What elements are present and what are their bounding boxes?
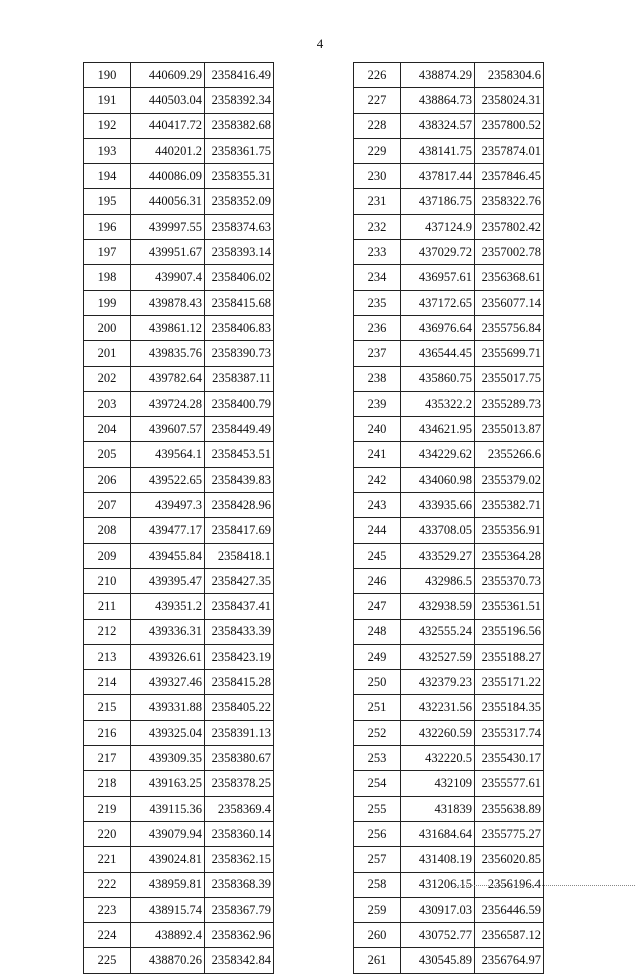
y-coordinate-cell: 2358369.4: [205, 796, 274, 821]
x-coordinate-cell: 438141.75: [401, 138, 475, 163]
point-number-cell: 257: [354, 847, 401, 872]
point-number-cell: 227: [354, 88, 401, 113]
point-number-cell: 226: [354, 63, 401, 88]
table-row: [84, 619, 274, 644]
table-row: [84, 771, 274, 796]
point-number-cell: 260: [354, 923, 401, 948]
table-row: [84, 391, 274, 416]
x-coordinate-cell: 432260.59: [401, 720, 475, 745]
y-coordinate-cell: 2355699.71: [475, 341, 544, 366]
x-coordinate-cell: 440417.72: [131, 113, 205, 138]
y-coordinate-cell: 2357874.01: [475, 138, 544, 163]
point-number-cell: 205: [84, 442, 131, 467]
x-coordinate-cell: 432379.23: [401, 670, 475, 695]
point-number-cell: 193: [84, 138, 131, 163]
table-row: [84, 467, 274, 492]
point-number-cell: 218: [84, 771, 131, 796]
y-coordinate-cell: 2355171.22: [475, 670, 544, 695]
x-coordinate-cell: 439336.31: [131, 619, 205, 644]
table-row: [84, 442, 274, 467]
y-coordinate-cell: 2358439.83: [205, 467, 274, 492]
y-coordinate-cell: 2355370.73: [475, 568, 544, 593]
table-row: [84, 113, 274, 138]
x-coordinate-cell: 439309.35: [131, 746, 205, 771]
x-coordinate-cell: 436957.61: [401, 265, 475, 290]
point-number-cell: 202: [84, 366, 131, 391]
table-row: [84, 847, 274, 872]
point-number-cell: 196: [84, 214, 131, 239]
table-row: [354, 821, 544, 846]
point-number-cell: 194: [84, 164, 131, 189]
x-coordinate-cell: 439878.43: [131, 290, 205, 315]
y-coordinate-cell: 2358361.75: [205, 138, 274, 163]
point-number-cell: 190: [84, 63, 131, 88]
point-number-cell: 191: [84, 88, 131, 113]
y-coordinate-cell: 2357800.52: [475, 113, 544, 138]
x-coordinate-cell: 431839: [401, 796, 475, 821]
point-number-cell: 236: [354, 315, 401, 340]
y-coordinate-cell: 2356368.61: [475, 265, 544, 290]
x-coordinate-cell: 437172.65: [401, 290, 475, 315]
table-row: [84, 872, 274, 897]
table-row: [84, 543, 274, 568]
x-coordinate-cell: 433529.27: [401, 543, 475, 568]
table-row: [354, 214, 544, 239]
y-coordinate-cell: 2356077.14: [475, 290, 544, 315]
x-coordinate-cell: 438959.81: [131, 872, 205, 897]
x-coordinate-cell: 439115.36: [131, 796, 205, 821]
point-number-cell: 224: [84, 923, 131, 948]
x-coordinate-cell: 439455.84: [131, 543, 205, 568]
point-number-cell: 251: [354, 695, 401, 720]
point-number-cell: 225: [84, 948, 131, 973]
coordinate-table-left: [83, 62, 274, 974]
x-coordinate-cell: 439607.57: [131, 417, 205, 442]
y-coordinate-cell: 2358374.63: [205, 214, 274, 239]
x-coordinate-cell: 440503.04: [131, 88, 205, 113]
y-coordinate-cell: 2358362.96: [205, 923, 274, 948]
y-coordinate-cell: 2357846.45: [475, 164, 544, 189]
y-coordinate-cell: 2358367.79: [205, 897, 274, 922]
x-coordinate-cell: 433708.05: [401, 518, 475, 543]
y-coordinate-cell: 2358449.49: [205, 417, 274, 442]
point-number-cell: 252: [354, 720, 401, 745]
point-number-cell: 221: [84, 847, 131, 872]
x-coordinate-cell: 439477.17: [131, 518, 205, 543]
y-coordinate-cell: 2355356.91: [475, 518, 544, 543]
x-coordinate-cell: 438874.29: [401, 63, 475, 88]
point-number-cell: 209: [84, 543, 131, 568]
table-row: [354, 923, 544, 948]
table-row: [354, 771, 544, 796]
x-coordinate-cell: 437186.75: [401, 189, 475, 214]
y-coordinate-cell: 2355775.27: [475, 821, 544, 846]
table-row: [354, 315, 544, 340]
y-coordinate-cell: 2358418.1: [205, 543, 274, 568]
y-coordinate-cell: 2358437.41: [205, 594, 274, 619]
x-coordinate-cell: 439724.28: [131, 391, 205, 416]
table-row: [354, 670, 544, 695]
x-coordinate-cell: 438870.26: [131, 948, 205, 973]
y-coordinate-cell: 2358406.02: [205, 265, 274, 290]
y-coordinate-cell: 2355317.74: [475, 720, 544, 745]
table-row: [84, 695, 274, 720]
table-row: [354, 695, 544, 720]
point-number-cell: 192: [84, 113, 131, 138]
table-row: [84, 948, 274, 973]
x-coordinate-cell: 432986.5: [401, 568, 475, 593]
table-row: [354, 948, 544, 973]
x-coordinate-cell: 437029.72: [401, 240, 475, 265]
y-coordinate-cell: 2358378.25: [205, 771, 274, 796]
y-coordinate-cell: 2358391.13: [205, 720, 274, 745]
table-row: [84, 240, 274, 265]
y-coordinate-cell: 2355430.17: [475, 746, 544, 771]
point-number-cell: 243: [354, 493, 401, 518]
point-number-cell: 246: [354, 568, 401, 593]
table-row: [84, 265, 274, 290]
x-coordinate-cell: 435322.2: [401, 391, 475, 416]
x-coordinate-cell: 439522.65: [131, 467, 205, 492]
y-coordinate-cell: 2357002.78: [475, 240, 544, 265]
y-coordinate-cell: 2358406.83: [205, 315, 274, 340]
table-row: [84, 493, 274, 518]
point-number-cell: 210: [84, 568, 131, 593]
table-row: [84, 923, 274, 948]
table-row: [84, 88, 274, 113]
x-coordinate-cell: 439325.04: [131, 720, 205, 745]
y-coordinate-cell: 2358380.67: [205, 746, 274, 771]
x-coordinate-cell: 432527.59: [401, 644, 475, 669]
point-number-cell: 234: [354, 265, 401, 290]
x-coordinate-cell: 439782.64: [131, 366, 205, 391]
y-coordinate-cell: 2355756.84: [475, 315, 544, 340]
y-coordinate-cell: 2356587.12: [475, 923, 544, 948]
y-coordinate-cell: 2358415.28: [205, 670, 274, 695]
x-coordinate-cell: 439497.3: [131, 493, 205, 518]
x-coordinate-cell: 438892.4: [131, 923, 205, 948]
x-coordinate-cell: 436544.45: [401, 341, 475, 366]
x-coordinate-cell: 439395.47: [131, 568, 205, 593]
x-coordinate-cell: 439163.25: [131, 771, 205, 796]
table-row: [354, 442, 544, 467]
point-number-cell: 230: [354, 164, 401, 189]
x-coordinate-cell: 439861.12: [131, 315, 205, 340]
point-number-cell: 216: [84, 720, 131, 745]
x-coordinate-cell: 440609.29: [131, 63, 205, 88]
point-number-cell: 219: [84, 796, 131, 821]
table-row: [354, 518, 544, 543]
table-row: [84, 518, 274, 543]
x-coordinate-cell: 439024.81: [131, 847, 205, 872]
y-coordinate-cell: 2358368.39: [205, 872, 274, 897]
x-coordinate-cell: 433935.66: [401, 493, 475, 518]
y-coordinate-cell: 2355017.75: [475, 366, 544, 391]
x-coordinate-cell: 440201.2: [131, 138, 205, 163]
x-coordinate-cell: 434229.62: [401, 442, 475, 467]
y-coordinate-cell: 2356446.59: [475, 897, 544, 922]
table-row: [354, 391, 544, 416]
y-coordinate-cell: 2358322.76: [475, 189, 544, 214]
point-number-cell: 229: [354, 138, 401, 163]
table-row: [354, 644, 544, 669]
y-coordinate-cell: 2358392.34: [205, 88, 274, 113]
y-coordinate-cell: 2355196.56: [475, 619, 544, 644]
point-number-cell: 247: [354, 594, 401, 619]
footer-divider: [455, 885, 635, 886]
point-number-cell: 197: [84, 240, 131, 265]
point-number-cell: 222: [84, 872, 131, 897]
y-coordinate-cell: 2355361.51: [475, 594, 544, 619]
point-number-cell: 198: [84, 265, 131, 290]
point-number-cell: 232: [354, 214, 401, 239]
point-number-cell: 231: [354, 189, 401, 214]
table-row: [84, 821, 274, 846]
x-coordinate-cell: 437124.9: [401, 214, 475, 239]
x-coordinate-cell: 432220.5: [401, 746, 475, 771]
y-coordinate-cell: 2358433.39: [205, 619, 274, 644]
point-number-cell: 259: [354, 897, 401, 922]
table-row: [84, 670, 274, 695]
y-coordinate-cell: 2358405.22: [205, 695, 274, 720]
point-number-cell: 195: [84, 189, 131, 214]
y-coordinate-cell: 2358390.73: [205, 341, 274, 366]
point-number-cell: 199: [84, 290, 131, 315]
point-number-cell: 208: [84, 518, 131, 543]
point-number-cell: 214: [84, 670, 131, 695]
point-number-cell: 254: [354, 771, 401, 796]
x-coordinate-cell: 439079.94: [131, 821, 205, 846]
x-coordinate-cell: 432109: [401, 771, 475, 796]
point-number-cell: 228: [354, 113, 401, 138]
table-row: [84, 189, 274, 214]
x-coordinate-cell: 439351.2: [131, 594, 205, 619]
table-row: [354, 265, 544, 290]
point-number-cell: 206: [84, 467, 131, 492]
table-row: [84, 315, 274, 340]
y-coordinate-cell: 2355184.35: [475, 695, 544, 720]
y-coordinate-cell: 2355638.89: [475, 796, 544, 821]
table-row: [84, 746, 274, 771]
y-coordinate-cell: 2356020.85: [475, 847, 544, 872]
point-number-cell: 217: [84, 746, 131, 771]
table-row: [354, 594, 544, 619]
table-row: [84, 644, 274, 669]
point-number-cell: 233: [354, 240, 401, 265]
x-coordinate-cell: 431408.19: [401, 847, 475, 872]
table-row: [354, 720, 544, 745]
y-coordinate-cell: 2356764.97: [475, 948, 544, 973]
point-number-cell: 258: [354, 872, 401, 897]
table-row: [84, 897, 274, 922]
table-row: [354, 847, 544, 872]
y-coordinate-cell: 2358352.09: [205, 189, 274, 214]
table-row: [84, 214, 274, 239]
point-number-cell: 215: [84, 695, 131, 720]
x-coordinate-cell: 430917.03: [401, 897, 475, 922]
point-number-cell: 220: [84, 821, 131, 846]
point-number-cell: 250: [354, 670, 401, 695]
table-row: [354, 290, 544, 315]
point-number-cell: 244: [354, 518, 401, 543]
x-coordinate-cell: 438915.74: [131, 897, 205, 922]
y-coordinate-cell: 2357802.42: [475, 214, 544, 239]
x-coordinate-cell: 432555.24: [401, 619, 475, 644]
table-row: [84, 568, 274, 593]
x-coordinate-cell: 435860.75: [401, 366, 475, 391]
table-row: [354, 240, 544, 265]
point-number-cell: 255: [354, 796, 401, 821]
y-coordinate-cell: 2355379.02: [475, 467, 544, 492]
y-coordinate-cell: 2358453.51: [205, 442, 274, 467]
x-coordinate-cell: 439327.46: [131, 670, 205, 695]
table-row: [354, 796, 544, 821]
y-coordinate-cell: 2358416.49: [205, 63, 274, 88]
point-number-cell: 239: [354, 391, 401, 416]
point-number-cell: 241: [354, 442, 401, 467]
x-coordinate-cell: 437817.44: [401, 164, 475, 189]
x-coordinate-cell: 439997.55: [131, 214, 205, 239]
table-row: [354, 746, 544, 771]
x-coordinate-cell: 439835.76: [131, 341, 205, 366]
point-number-cell: 249: [354, 644, 401, 669]
table-row: [84, 290, 274, 315]
point-number-cell: 240: [354, 417, 401, 442]
point-number-cell: 261: [354, 948, 401, 973]
table-row: [84, 164, 274, 189]
y-coordinate-cell: 2358423.19: [205, 644, 274, 669]
y-coordinate-cell: 2358417.69: [205, 518, 274, 543]
table-row: [84, 796, 274, 821]
point-number-cell: 238: [354, 366, 401, 391]
point-number-cell: 253: [354, 746, 401, 771]
y-coordinate-cell: 2355577.61: [475, 771, 544, 796]
page-number: 4: [316, 36, 324, 51]
point-number-cell: 237: [354, 341, 401, 366]
point-number-cell: 242: [354, 467, 401, 492]
table-row: [84, 63, 274, 88]
point-number-cell: 204: [84, 417, 131, 442]
y-coordinate-cell: 2355188.27: [475, 644, 544, 669]
table-row: [354, 341, 544, 366]
table-row: [354, 63, 544, 88]
y-coordinate-cell: 2358024.31: [475, 88, 544, 113]
x-coordinate-cell: 432231.56: [401, 695, 475, 720]
y-coordinate-cell: 2355266.6: [475, 442, 544, 467]
x-coordinate-cell: 439564.1: [131, 442, 205, 467]
table-row: [354, 164, 544, 189]
point-number-cell: 235: [354, 290, 401, 315]
x-coordinate-cell: 430752.77: [401, 923, 475, 948]
y-coordinate-cell: 2358428.96: [205, 493, 274, 518]
x-coordinate-cell: 440056.31: [131, 189, 205, 214]
table-row: [84, 720, 274, 745]
point-number-cell: 211: [84, 594, 131, 619]
point-number-cell: 207: [84, 493, 131, 518]
point-number-cell: 201: [84, 341, 131, 366]
table-row: [354, 467, 544, 492]
y-coordinate-cell: 2356196.4: [475, 872, 544, 897]
table-row: [84, 138, 274, 163]
table-row: [84, 341, 274, 366]
table-row: [84, 366, 274, 391]
x-coordinate-cell: 430545.89: [401, 948, 475, 973]
y-coordinate-cell: 2358304.6: [475, 63, 544, 88]
table-row: [354, 366, 544, 391]
y-coordinate-cell: 2358342.84: [205, 948, 274, 973]
x-coordinate-cell: 431684.64: [401, 821, 475, 846]
y-coordinate-cell: 2355013.87: [475, 417, 544, 442]
y-coordinate-cell: 2358355.31: [205, 164, 274, 189]
y-coordinate-cell: 2358415.68: [205, 290, 274, 315]
x-coordinate-cell: 438864.73: [401, 88, 475, 113]
point-number-cell: 256: [354, 821, 401, 846]
y-coordinate-cell: 2358360.14: [205, 821, 274, 846]
point-number-cell: 245: [354, 543, 401, 568]
table-row: [354, 113, 544, 138]
point-number-cell: 200: [84, 315, 131, 340]
table-row: [84, 594, 274, 619]
x-coordinate-cell: 438324.57: [401, 113, 475, 138]
y-coordinate-cell: 2355382.71: [475, 493, 544, 518]
point-number-cell: 212: [84, 619, 131, 644]
x-coordinate-cell: 439951.67: [131, 240, 205, 265]
table-row: [354, 897, 544, 922]
table-row: [354, 417, 544, 442]
y-coordinate-cell: 2358387.11: [205, 366, 274, 391]
y-coordinate-cell: 2358400.79: [205, 391, 274, 416]
y-coordinate-cell: 2358393.14: [205, 240, 274, 265]
table-row: [84, 417, 274, 442]
y-coordinate-cell: 2355289.73: [475, 391, 544, 416]
x-coordinate-cell: 440086.09: [131, 164, 205, 189]
y-coordinate-cell: 2355364.28: [475, 543, 544, 568]
x-coordinate-cell: 434060.98: [401, 467, 475, 492]
x-coordinate-cell: 431206.15: [401, 872, 475, 897]
x-coordinate-cell: 432938.59: [401, 594, 475, 619]
x-coordinate-cell: 439907.4: [131, 265, 205, 290]
table-row: [354, 138, 544, 163]
point-number-cell: 223: [84, 897, 131, 922]
coordinate-table-right: [353, 62, 544, 974]
table-row: [354, 543, 544, 568]
y-coordinate-cell: 2358427.35: [205, 568, 274, 593]
x-coordinate-cell: 434621.95: [401, 417, 475, 442]
table-row: [354, 189, 544, 214]
y-coordinate-cell: 2358362.15: [205, 847, 274, 872]
table-row: [354, 619, 544, 644]
x-coordinate-cell: 439331.88: [131, 695, 205, 720]
point-number-cell: 248: [354, 619, 401, 644]
table-row: [354, 88, 544, 113]
table-row: [354, 568, 544, 593]
x-coordinate-cell: 436976.64: [401, 315, 475, 340]
y-coordinate-cell: 2358382.68: [205, 113, 274, 138]
point-number-cell: 203: [84, 391, 131, 416]
point-number-cell: 213: [84, 644, 131, 669]
x-coordinate-cell: 439326.61: [131, 644, 205, 669]
table-row: [354, 493, 544, 518]
